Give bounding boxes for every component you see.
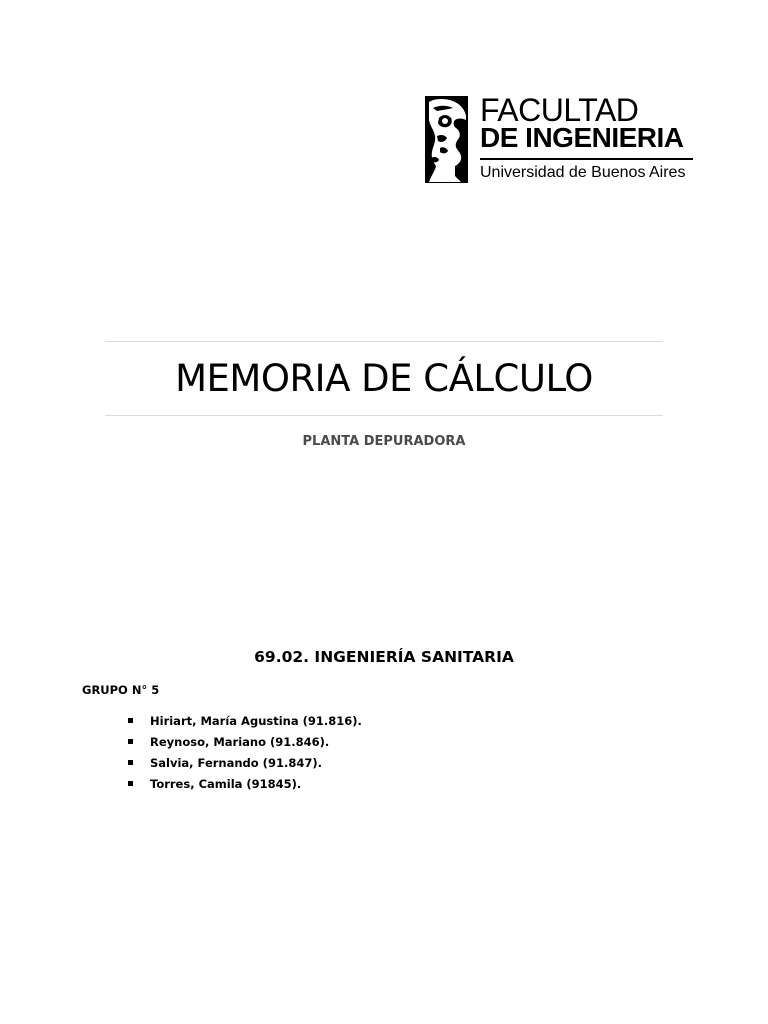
logo-university-text: Universidad de Buenos Aires <box>480 164 686 181</box>
title-top-rule <box>105 341 663 342</box>
document-subtitle: PLANTA DEPURADORA <box>302 434 466 449</box>
logo-divider <box>480 158 693 160</box>
square-bullet-icon <box>128 739 133 744</box>
square-bullet-icon <box>128 718 133 723</box>
member-name: Salvia, Fernando (91.847). <box>150 756 322 770</box>
title-bottom-rule <box>105 415 663 416</box>
square-bullet-icon <box>128 760 133 765</box>
member-name: Reynoso, Mariano (91.846). <box>150 735 330 749</box>
group-label: GRUPO N° 5 <box>82 683 160 697</box>
minerva-head-icon <box>425 96 468 183</box>
logo-engineering-text: DE INGENIERIA <box>480 122 684 153</box>
course-name: 69.02. INGENIERÍA SANITARIA <box>254 648 514 666</box>
logo-faculty-text: FACULTAD <box>480 92 639 128</box>
member-name: Hiriart, María Agustina (91.816). <box>150 714 362 728</box>
faculty-logo <box>425 92 700 184</box>
member-name: Torres, Camila (91845). <box>150 777 302 791</box>
square-bullet-icon <box>128 781 133 786</box>
document-title: MEMORIA DE CÁLCULO <box>175 357 593 400</box>
